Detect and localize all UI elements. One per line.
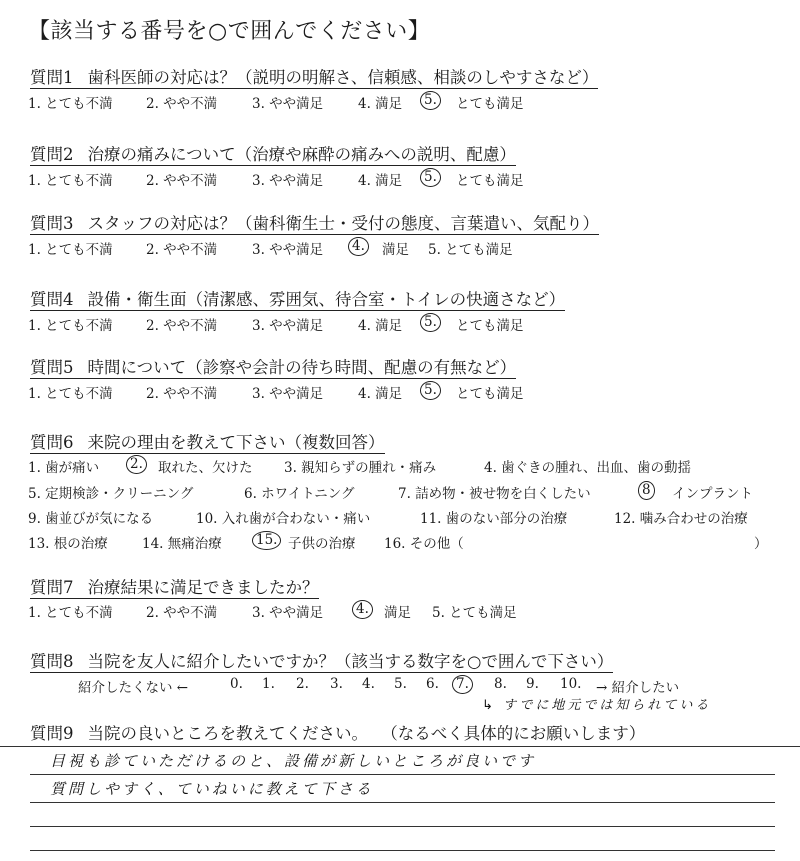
option-5-label: とても満足 [456, 173, 524, 189]
option-3[interactable]: 3. やや満足 [252, 386, 324, 402]
question-1-label: 質問1 [30, 68, 74, 87]
answer-rule-1 [30, 774, 775, 775]
reason-12[interactable]: 12. 噛み合わせの治療 [614, 511, 748, 527]
question-3 [30, 210, 599, 234]
question-4-label: 質問4 [30, 290, 74, 309]
scale-1[interactable]: 1. [262, 676, 275, 692]
question-1-text: 歯科医師の対応は？（説明の明解さ、信頼感、相談のしやすさなど） [87, 68, 599, 87]
reason-8-circled[interactable]: 8 [638, 481, 655, 500]
option-5[interactable]: 5. とても満足 [432, 605, 517, 621]
option-5-circled[interactable]: 5. [420, 168, 441, 187]
reason-11[interactable]: 11. 歯のない部分の治療 [420, 511, 568, 527]
question-4-text: 設備・衛生面（清潔感、雰囲気、待合室・トイレの快適さなど） [87, 290, 566, 309]
scale-10[interactable]: 10. [560, 676, 582, 692]
question-5-label: 質問5 [30, 358, 74, 377]
question-3-label: 質問3 [30, 214, 74, 233]
reason-7[interactable]: 7. 詰め物・被せ物を白くしたい [398, 486, 591, 502]
reason-2-circled[interactable]: 2. [126, 455, 147, 474]
question-2-text: 治療の痛みについて（治療や麻酔の痛みへの説明、配慮） [87, 145, 516, 164]
question-7 [30, 574, 319, 598]
option-2[interactable]: 2. やや不満 [146, 242, 218, 258]
reason-9[interactable]: 9. 歯並びが気になる [28, 511, 154, 527]
question-8-label: 質問8 [30, 652, 74, 671]
question-6-text: 来院の理由を教えて下さい（複数回答） [87, 433, 385, 452]
option-2[interactable]: 2. やや不満 [146, 318, 218, 334]
reason-1[interactable]: 1. 歯が痛い [28, 460, 100, 476]
question-3-text: スタッフの対応は？（歯科衛生士・受付の態度、言葉遣い、気配り） [87, 214, 599, 233]
question-6-label: 質問6 [30, 433, 74, 452]
answer-rule-4 [30, 850, 775, 851]
reason-2-label: 取れた、欠けた [158, 460, 253, 476]
reason-14[interactable]: 14. 無痛治療 [142, 536, 222, 552]
scale-9[interactable]: 9. [526, 676, 539, 692]
option-5-label: とても満足 [456, 318, 524, 334]
scale-left-label: 紹介したくない ← [78, 680, 189, 696]
answer-rule-3 [30, 826, 775, 827]
option-4[interactable]: 4. 満足 [358, 318, 403, 334]
question-5 [30, 354, 516, 378]
option-4[interactable]: 4. 満足 [358, 173, 403, 189]
answer-rule-2 [30, 802, 775, 803]
reason-15-circled[interactable]: 15. [252, 531, 281, 550]
option-5[interactable]: 5. とても満足 [428, 242, 513, 258]
option-5-circled[interactable]: 5. [420, 91, 441, 110]
question-8-text: 当院を友人に紹介したいですか？（該当する数字を○で囲んで下さい） [87, 652, 614, 671]
reason-16-close: ） [754, 536, 768, 552]
option-4-circled[interactable]: 4. [348, 237, 369, 256]
question-6 [30, 429, 385, 453]
scale-6[interactable]: 6. [426, 676, 439, 692]
answer-line-2[interactable]: 質問しやすく、ていねいに教えて下さる [50, 780, 374, 798]
scale-7-circled[interactable]: 7. [452, 675, 473, 694]
question-5-options [0, 382, 800, 402]
form-header: 【該当する番号を○で囲んでください】 [28, 19, 431, 44]
option-3[interactable]: 3. やや満足 [252, 318, 324, 334]
scale-8[interactable]: 8. [494, 676, 507, 692]
option-2[interactable]: 2. やや不満 [146, 605, 218, 621]
question-9-subtext: （なるべく具体的にお願いします） [381, 724, 646, 743]
handwritten-note: ↳ すでに地元では知られている [482, 698, 712, 713]
question-6-row-4 [0, 532, 800, 552]
question-7-label: 質問7 [30, 578, 74, 597]
answer-line-1[interactable]: 目視も診ていただけるのと、設備が新しいところが良いです [50, 752, 537, 770]
reason-15-label: 子供の治療 [288, 536, 356, 552]
question-4 [30, 286, 565, 310]
option-1[interactable]: 1. とても不満 [28, 96, 113, 112]
scale-4[interactable]: 4. [362, 676, 375, 692]
option-4[interactable]: 4. 満足 [358, 96, 403, 112]
reason-16[interactable]: 16. その他（ [384, 536, 464, 552]
question-5-text: 時間について（診察や会計の待ち時間、配慮の有無など） [87, 358, 517, 377]
option-4-label: 満足 [382, 242, 409, 258]
reason-8-label: インプラント [672, 486, 753, 502]
reason-6[interactable]: 6. ホワイトニング [244, 486, 355, 502]
option-2[interactable]: 2. やや不満 [146, 386, 218, 402]
question-1-options [0, 92, 800, 112]
option-5-circled[interactable]: 5. [420, 313, 441, 332]
reason-3[interactable]: 3. 親知らずの腫れ・痛み [284, 460, 437, 476]
option-4-label: 満足 [384, 605, 411, 621]
question-6-row-3 [0, 507, 800, 527]
scale-3[interactable]: 3. [330, 676, 343, 692]
divider-line [0, 746, 800, 747]
option-5-label: とても満足 [456, 96, 524, 112]
question-9-label: 質問9 [30, 724, 74, 743]
question-2-options [0, 169, 800, 189]
question-7-text: 治療結果に満足できましたか？ [87, 578, 319, 597]
reason-13[interactable]: 13. 根の治療 [28, 536, 108, 552]
question-8 [30, 648, 613, 672]
scale-5[interactable]: 5. [394, 676, 407, 692]
option-5-label: とても満足 [456, 386, 524, 402]
question-2 [30, 141, 516, 165]
option-1[interactable]: 1. とても不満 [28, 173, 113, 189]
reason-5[interactable]: 5. 定期検診・クリーニング [28, 486, 194, 502]
question-7-options [0, 601, 800, 621]
option-3[interactable]: 3. やや満足 [252, 173, 324, 189]
question-2-label: 質問2 [30, 145, 74, 164]
scale-right-label: → 紹介したい [596, 680, 680, 696]
option-1[interactable]: 1. とても不満 [28, 605, 113, 621]
option-2[interactable]: 2. やや不満 [146, 96, 218, 112]
option-1[interactable]: 1. とても不満 [28, 242, 113, 258]
option-1[interactable]: 1. とても不満 [28, 386, 113, 402]
question-3-options [0, 238, 800, 258]
option-2[interactable]: 2. やや不満 [146, 173, 218, 189]
question-1 [30, 64, 598, 88]
question-9 [30, 720, 645, 744]
option-5-circled[interactable]: 5. [420, 381, 441, 400]
scale-2[interactable]: 2. [296, 676, 309, 692]
question-9-text: 当院の良いところを教えてください。 [87, 724, 368, 743]
scale-0[interactable]: 0. [230, 676, 243, 692]
option-4[interactable]: 4. 満足 [358, 386, 403, 402]
option-3[interactable]: 3. やや満足 [252, 242, 324, 258]
question-6-row-2 [0, 482, 800, 502]
option-1[interactable]: 1. とても不満 [28, 318, 113, 334]
question-6-row-1 [0, 456, 800, 476]
reason-10[interactable]: 10. 入れ歯が合わない・痛い [196, 511, 371, 527]
option-3[interactable]: 3. やや満足 [252, 605, 324, 621]
option-3[interactable]: 3. やや満足 [252, 96, 324, 112]
question-8-scale [0, 676, 800, 696]
reason-4[interactable]: 4. 歯ぐきの腫れ、出血、歯の動揺 [484, 460, 691, 476]
option-4-circled[interactable]: 4. [352, 600, 373, 619]
question-4-options [0, 314, 800, 334]
